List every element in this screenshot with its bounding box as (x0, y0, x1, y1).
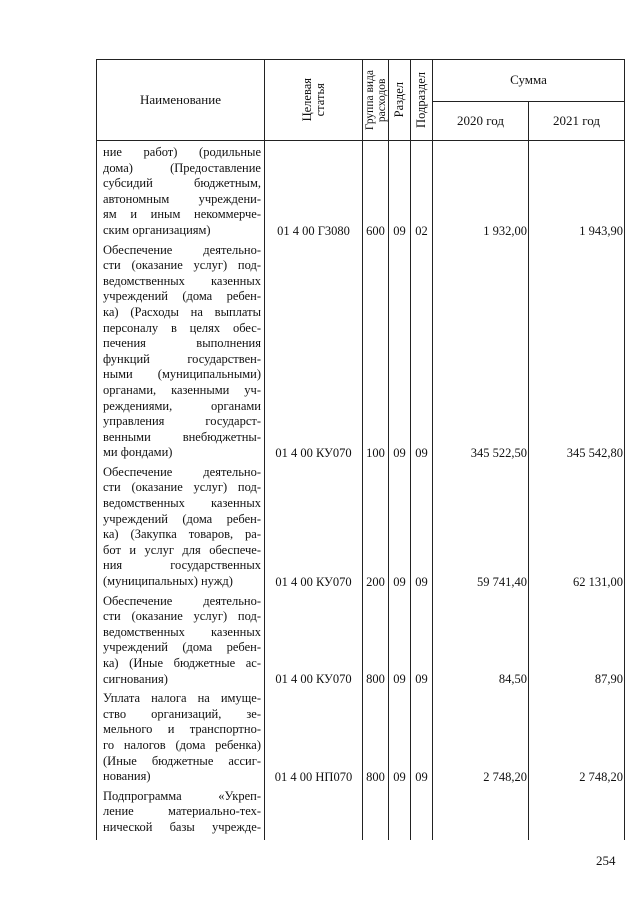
row-subsection: 09 (411, 590, 433, 688)
header-section-label: Раздел (392, 82, 406, 118)
row-name-line: Обеспечение деятельно- (103, 242, 261, 257)
page-number: 254 (596, 853, 616, 868)
row-name-line: органами, казенными уч- (103, 382, 261, 397)
row-name-line: сти (оказание услуг) под- (103, 258, 261, 273)
row-code (265, 785, 363, 840)
table-row (97, 239, 625, 461)
table-row (97, 141, 625, 239)
row-name-line: ведомственных казенных (103, 496, 261, 511)
table-body (97, 141, 625, 840)
row-code: 01 4 00 КУ070 (265, 239, 363, 461)
row-name-line: Уплата налога на имуще- (103, 691, 261, 706)
row-group (363, 785, 389, 840)
row-section (389, 785, 411, 840)
row-name-line: ство организаций, зе- (103, 706, 261, 721)
row-code: 01 4 00 КУ070 (265, 590, 363, 688)
row-name-line: ям и иным некоммерче- (103, 207, 261, 222)
row-name-line: персоналу в целях обес- (103, 320, 261, 335)
row-name (97, 141, 265, 239)
row-name-line: го налогов (дома ребенка) (103, 737, 261, 752)
row-name-line: ния государственных (103, 558, 261, 573)
row-name-line: сигнования) (103, 671, 168, 686)
budget-table-page (96, 59, 625, 840)
row-subsection: 09 (411, 239, 433, 461)
row-name-line: Подпрограмма «Укреп- (103, 788, 261, 803)
header-expense-group-label: Группа вида расходов (363, 69, 388, 131)
row-name-line: (Иные бюджетные ассиг- (103, 753, 261, 768)
row-section: 09 (389, 461, 411, 590)
row-name-line: (муниципальных) нужд) (103, 574, 233, 589)
row-subsection: 09 (411, 687, 433, 785)
header-target-article (265, 60, 363, 141)
row-name (97, 239, 265, 461)
row-name-line: бот и услуг для обеспече- (103, 542, 261, 557)
row-value-2020: 84,50 (433, 590, 529, 688)
row-code: 01 4 00 НП070 (265, 687, 363, 785)
row-subsection (411, 785, 433, 840)
row-name-line: ведомственных казенных (103, 624, 261, 639)
row-value-2021: 345 542,80 (529, 239, 625, 461)
row-name-line: сти (оказание услуг) под- (103, 480, 261, 495)
header-sum: Сумма (433, 60, 625, 102)
row-group: 200 (363, 461, 389, 590)
header-subsection-label: Подраздел (414, 72, 428, 128)
row-group: 800 (363, 590, 389, 688)
budget-table (96, 59, 625, 840)
row-name-line: печения выполнения (103, 336, 261, 351)
row-name-line: нической базы учрежде- (103, 819, 261, 834)
row-value-2021: 62 131,00 (529, 461, 625, 590)
table-row (97, 461, 625, 590)
row-name (97, 590, 265, 688)
row-name-line: учреждений (дома ребен- (103, 289, 261, 304)
header-name: Наименование (97, 60, 265, 141)
row-section: 09 (389, 687, 411, 785)
row-name-line: учреждений (дома ребен- (103, 511, 261, 526)
row-value-2020 (433, 785, 529, 840)
row-section: 09 (389, 141, 411, 239)
row-section: 09 (389, 239, 411, 461)
row-value-2020: 1 932,00 (433, 141, 529, 239)
row-section: 09 (389, 590, 411, 688)
header-year-2020: 2020 год (433, 101, 529, 141)
row-name-line: ными (муниципальными) (103, 367, 261, 382)
row-code: 01 4 00 КУ070 (265, 461, 363, 590)
row-name (97, 461, 265, 590)
row-name-line: учреждений (дома ребен- (103, 640, 261, 655)
row-value-2021: 1 943,90 (529, 141, 625, 239)
row-value-2021: 2 748,20 (529, 687, 625, 785)
row-name-line: ка) (Расходы на выплаты (103, 304, 261, 319)
row-name-line: сти (оказание услуг) под- (103, 609, 261, 624)
header-subsection (411, 60, 433, 141)
row-name-line: мельного и транспортно- (103, 722, 261, 737)
row-name-line: ским организациям) (103, 222, 211, 237)
row-value-2020: 345 522,50 (433, 239, 529, 461)
row-group: 800 (363, 687, 389, 785)
table-row (97, 785, 625, 840)
row-name-line: Обеспечение деятельно- (103, 593, 261, 608)
row-value-2021: 87,90 (529, 590, 625, 688)
row-name-line: функций государствен- (103, 351, 261, 366)
row-name-line: субсидий бюджетным, (103, 176, 261, 191)
table-row (97, 687, 625, 785)
table-row (97, 590, 625, 688)
header-section (389, 60, 411, 141)
row-code: 01 4 00 Г3080 (265, 141, 363, 239)
row-subsection: 02 (411, 141, 433, 239)
row-name-line: ление материально-тех- (103, 804, 261, 819)
row-name-line: ка) (Закупка товаров, ра- (103, 527, 261, 542)
header-expense-group (363, 60, 389, 141)
row-name-line: Обеспечение деятельно- (103, 464, 261, 479)
row-name-line: венными внебюджетны- (103, 429, 261, 444)
row-subsection: 09 (411, 461, 433, 590)
row-value-2020: 59 741,40 (433, 461, 529, 590)
header-year-2021: 2021 год (529, 101, 625, 141)
row-value-2021 (529, 785, 625, 840)
row-name (97, 785, 265, 840)
row-value-2020: 2 748,20 (433, 687, 529, 785)
row-name-line: ние работ) (родильные (103, 145, 261, 159)
row-name-line: автономным учреждени- (103, 191, 261, 206)
row-name-line: ми фондами) (103, 445, 173, 460)
row-name-line: дома) (Предоставление (103, 160, 261, 175)
row-name-line: ка) (Иные бюджетные ас- (103, 656, 261, 670)
row-name-line: нования) (103, 769, 151, 784)
row-name (97, 687, 265, 785)
row-name-line: управления государст- (103, 414, 261, 429)
row-group: 600 (363, 141, 389, 239)
row-name-line: реждениями, органами (103, 398, 261, 413)
row-name-line: ведомственных казенных (103, 273, 261, 288)
row-group: 100 (363, 239, 389, 461)
header-target-article-label: Целевая статья (299, 78, 327, 122)
